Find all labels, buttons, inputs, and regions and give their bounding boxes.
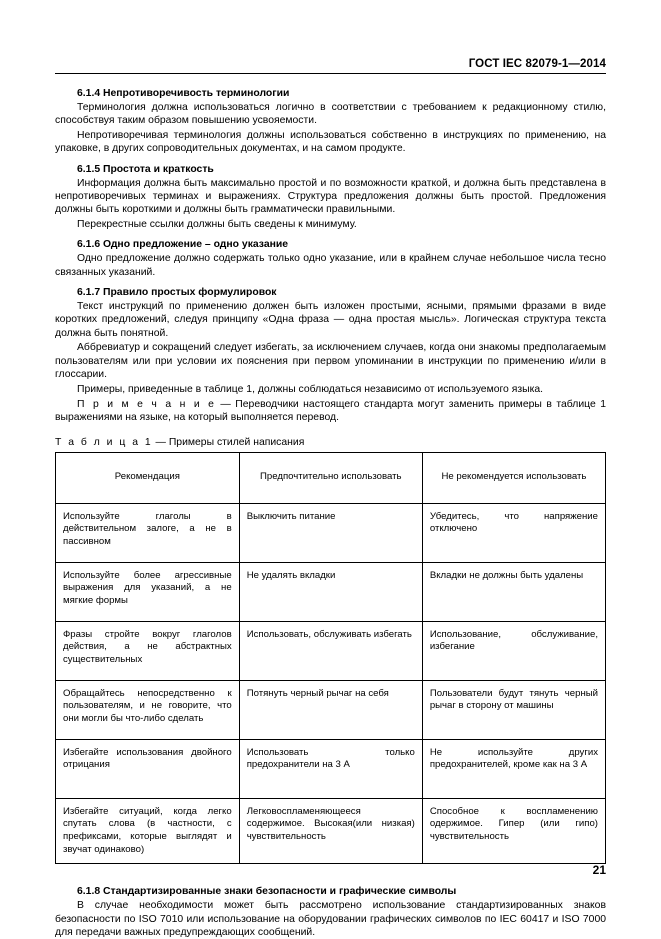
table-header-cell: Рекомендация: [56, 452, 240, 503]
paragraph: Примеры, приведенные в таблице 1, должны соблюдаться независимо от используемого языка.: [77, 383, 544, 395]
table-caption-text: — Примеры стилей написания: [152, 436, 305, 448]
final-section: [55, 886, 606, 939]
table-cell: Используйте более агрессивные выражения для указаний, а не мягкие формы: [56, 562, 240, 621]
table-caption: [55, 437, 606, 448]
note-text: — Переводчики настоящего стандарта могут заменить примеры в таблице 1 выражениями на языке, на который выполняется перевод.: [55, 398, 607, 424]
table-cell: Пользователи будут тянуть черный рычаг в сторону от машины: [422, 680, 605, 739]
table-row: [56, 621, 606, 680]
table-cell: Используйте глаголы в действительном залоге, а не в пассивном: [56, 503, 240, 562]
section-heading-6-1-6: 6.1.6 Одно предложение – одно указание: [77, 239, 289, 251]
paragraph: Текст инструкций по применению должен быть изложен простыми, ясными, прямыми фразами в виде коротких предложений, следуя принципу «Одна фраза — одна простая мысль». Логическая структура текста должна быть понятной.: [55, 301, 606, 339]
styles-table: [55, 452, 606, 864]
section-heading-6-1-4: 6.1.4 Непротиворечивость терминологии: [77, 88, 290, 99]
table-cell: Легковоспламеняющееся содержимое. Высокая(или низкая) чувствительность: [239, 798, 422, 863]
table-cell: Не удалять вкладки: [239, 562, 422, 621]
table-cell: Обращайтесь непосредственно к пользователям, и не говорите, что они могли бы что-либо сделать: [56, 680, 240, 739]
table-cell: Потянуть черный рычаг на себя: [239, 680, 422, 739]
section-heading-6-1-7: 6.1.7 Правило простых формулировок: [77, 287, 277, 299]
table-cell: Вкладки не должны быть удалены: [422, 562, 605, 621]
section-heading-6-1-5: 6.1.5 Простота и краткость: [77, 163, 214, 175]
table-cell: Фразы стройте вокруг глаголов действия, а не абстрактных существительных: [56, 621, 240, 680]
section-heading-6-1-8: 6.1.8 Стандартизированные знаки безопасности и графические символы: [77, 886, 457, 898]
table-cell: Избегайте ситуаций, когда легко спутать слова (в частности, с префиксами, которые выглядят и звучат одинаково): [56, 798, 240, 863]
note-paragraph: [55, 398, 606, 425]
table-cell: Не используйте других предохранителей, кроме как на 3 А: [422, 739, 605, 798]
header-divider: [55, 73, 606, 74]
paragraph: Перекрестные ссылки должны быть сведены к минимуму.: [77, 218, 357, 230]
table-row: [56, 503, 606, 562]
page-number: 21: [592, 863, 606, 877]
table-row: [56, 798, 606, 863]
table-cell: Использовать, обслуживать избегать: [239, 621, 422, 680]
note-label: П р и м е ч а н и е: [77, 398, 216, 410]
table-cell: Избегайте использования двойного отрицания: [56, 739, 240, 798]
table-caption-label: Т а б л и ц а 1: [55, 436, 153, 448]
paragraph: Одно предложение должно содержать только одно указание, или в крайнем случае небольшое числа тесно связанных указаний.: [55, 253, 606, 278]
table-header-cell: Предпочтительно использовать: [239, 452, 422, 503]
table-header-row: [56, 452, 606, 503]
table-header-cell: Не рекомендуется использовать: [422, 452, 605, 503]
table-row: [56, 562, 606, 621]
table-cell: Выключить питание: [239, 503, 422, 562]
table-cell: Способное к воспламенению одержимое. Гипер (или гипо) чувствительность: [422, 798, 605, 863]
table-row: [56, 739, 606, 798]
table-row: [56, 680, 606, 739]
table-cell: Использование, обслуживание, избегание: [422, 621, 605, 680]
paragraph: Непротиворечивая терминология должны использоваться собственно в инструкциях по применению, на упаковке, в других сопроводительных документах, и на самом продукте.: [55, 129, 606, 155]
paragraph: Терминология должна использоваться логично в соответствии с требованием к редакционному стилю, способствуя таким образом повышению усвояемости.: [55, 102, 606, 127]
paragraph: Аббревиатур и сокращений следует избегать, за исключением случаев, когда они знакомы предполагаемым пользователям или при условии их пояснения при первом упоминании в инструкции по применению и/или в глоссарии.: [55, 342, 606, 381]
paragraph: Информация должна быть максимально простой и по возможности краткой, и должна быть представлена в непротиворечивых терминах и выражениях. Структура предложения должны быть простой. Предложения должны быть короткими и должны быть грамматически правильными.: [55, 177, 606, 216]
paragraph: В случае необходимости может быть рассмотрено использование стандартизированных знаков безопасности по ISO 7010 или использование на оборудовании графических символов по IEC 60417 и ISO 7000 для передачи важных предупреждающих сообщений.: [55, 900, 606, 938]
document-header: ГОСТ IEC 82079-1—2014: [468, 58, 606, 70]
table-cell: Убедитесь, что напряжение отключено: [422, 503, 605, 562]
table-cell: Использовать только предохранители на 3 А: [239, 739, 422, 798]
